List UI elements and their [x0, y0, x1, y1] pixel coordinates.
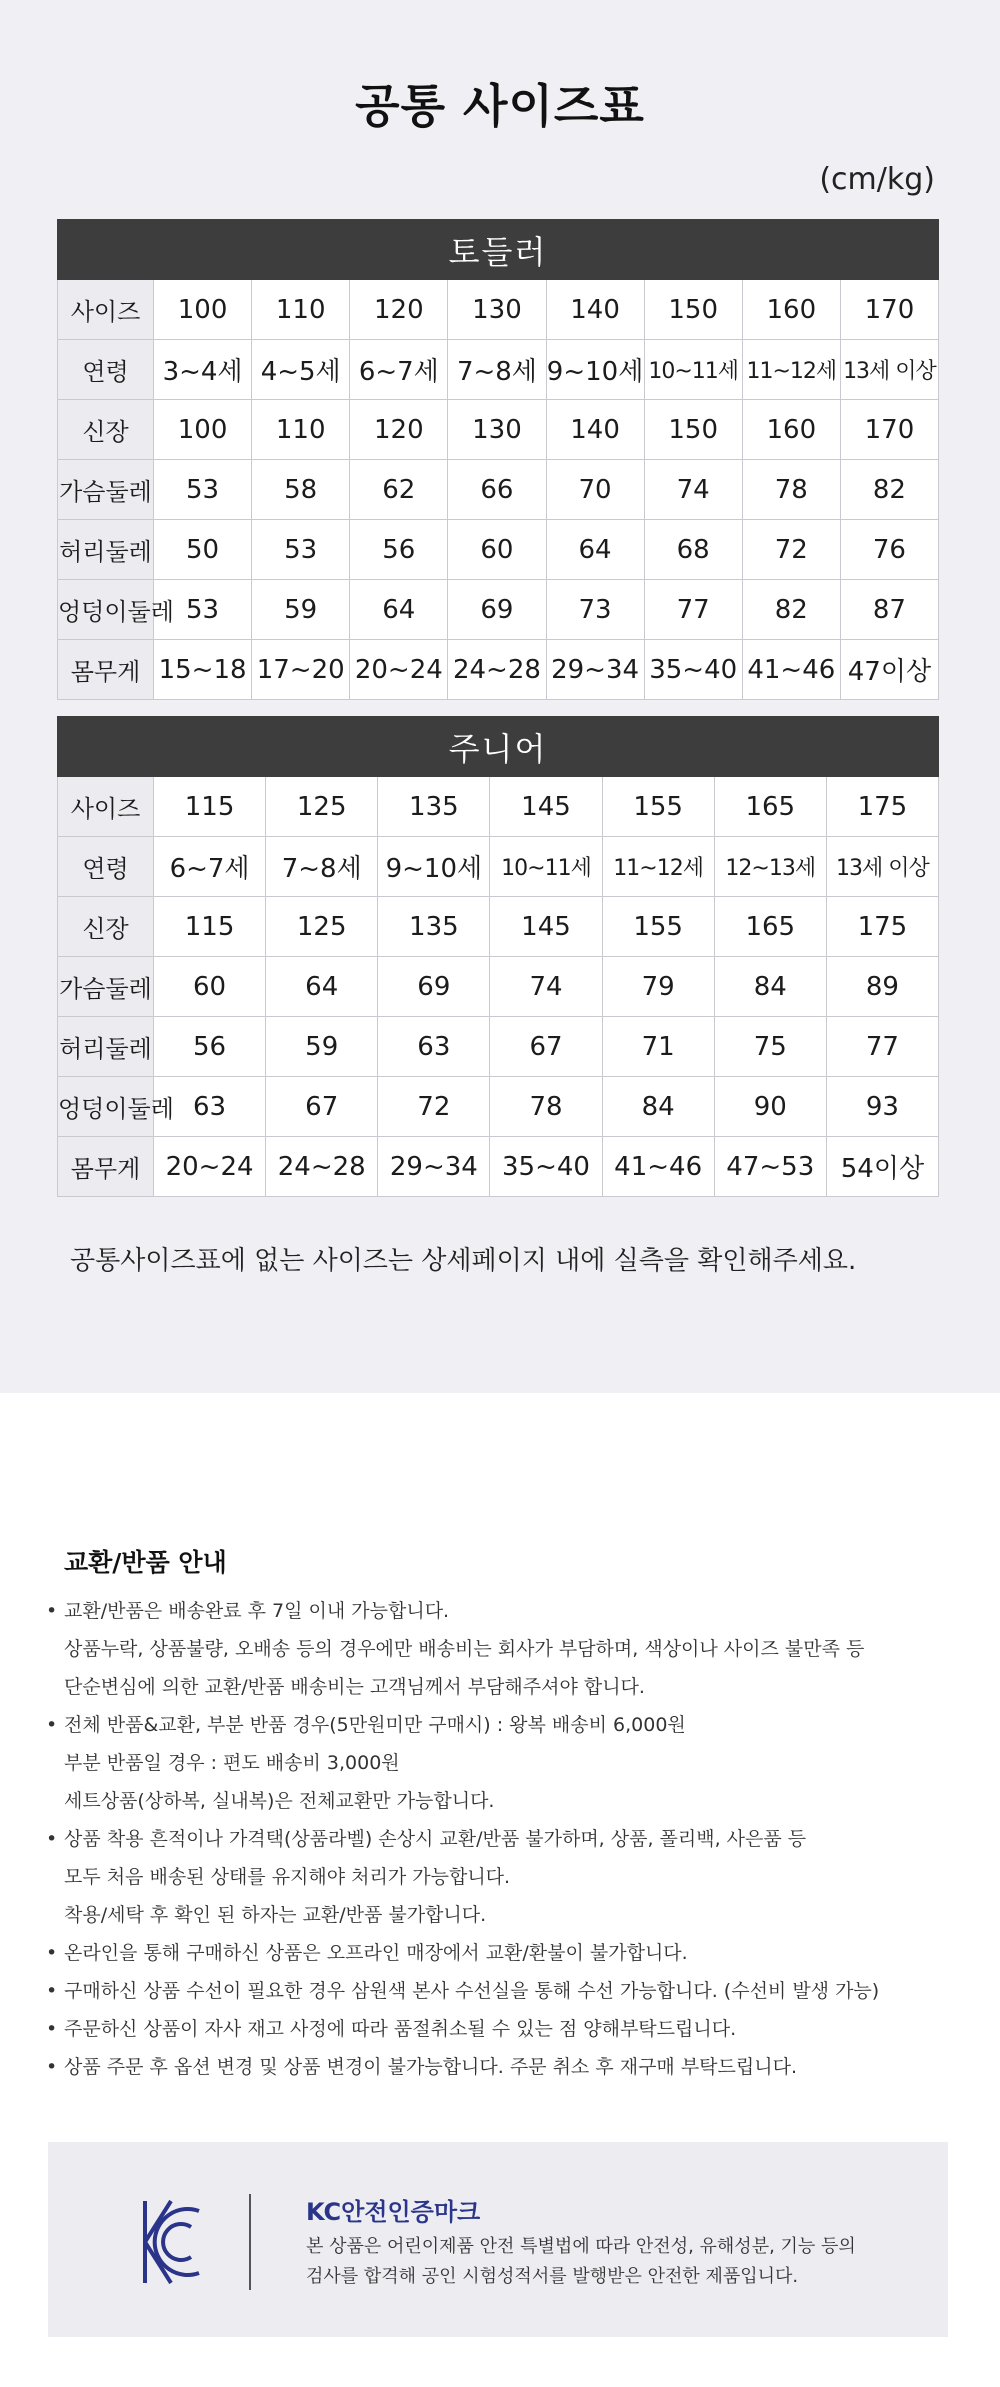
kc-certification-box	[48, 2142, 948, 2337]
junior-row	[58, 1137, 939, 1197]
exchange-line: 부분 반품일 경우 : 편도 배송비 3,000원	[64, 1752, 400, 1774]
size-note: 공통사이즈표에 없는 사이즈는 상세페이지 내에 실측을 확인해주세요.	[70, 1246, 857, 1276]
size-cell: 100	[154, 400, 252, 460]
size-cell: 72	[378, 1077, 490, 1137]
size-cell: 17~20	[252, 640, 350, 700]
row-label: 연령	[58, 837, 154, 897]
size-cell: 73	[546, 580, 644, 640]
size-cell: 125	[266, 897, 378, 957]
junior-row	[58, 1077, 939, 1137]
junior-row	[58, 837, 939, 897]
toddler-row	[58, 580, 939, 640]
toddler-row	[58, 640, 939, 700]
size-cell: 64	[266, 957, 378, 1017]
exchange-line: • 주문하신 상품이 자사 재고 사정에 따라 품절취소될 수 있는 점 양해부탁드립니다.	[64, 2018, 737, 2040]
size-cell: 7~8세	[266, 837, 378, 897]
size-cell: 41~46	[602, 1137, 714, 1197]
size-cell: 35~40	[644, 640, 742, 700]
size-cell: 64	[350, 580, 448, 640]
size-cell: 7~8세	[448, 340, 546, 400]
size-cell: 4~5세	[252, 340, 350, 400]
size-cell: 53	[252, 520, 350, 580]
exchange-line: • 전체 반품&교환, 부분 반품 경우(5만원미만 구매시) : 왕복 배송비 6,000원	[64, 1714, 686, 1736]
size-cell: 84	[714, 957, 826, 1017]
toddler-header: 토들러	[58, 220, 939, 280]
size-cell: 170	[840, 400, 938, 460]
exchange-line: 상품누락, 상품불량, 오배송 등의 경우에만 배송비는 회사가 부담하며, 색상이나 사이즈 불만족 등	[64, 1638, 865, 1660]
size-cell: 53	[154, 460, 252, 520]
size-cell: 140	[546, 280, 644, 340]
size-cell: 135	[378, 897, 490, 957]
row-label: 사이즈	[58, 777, 154, 837]
size-cell: 56	[154, 1017, 266, 1077]
size-cell: 59	[266, 1017, 378, 1077]
row-label: 가슴둘레	[58, 460, 154, 520]
kc-description	[306, 2232, 856, 2292]
size-cell: 50	[154, 520, 252, 580]
exchange-title: 교환/반품 안내	[64, 1548, 227, 1577]
size-cell: 150	[644, 280, 742, 340]
exchange-line: • 상품 착용 흔적이나 가격택(상품라벨) 손상시 교환/반품 불가하며, 상품, 폴리백, 사은품 등	[64, 1828, 807, 1850]
row-label: 엉덩이둘레	[58, 1077, 154, 1137]
size-cell: 75	[714, 1017, 826, 1077]
size-cell: 11~12세	[742, 340, 840, 400]
size-cell: 120	[350, 400, 448, 460]
size-cell: 165	[714, 777, 826, 837]
size-cell: 10~11세	[490, 837, 602, 897]
size-cell: 29~34	[546, 640, 644, 700]
row-label: 몸무게	[58, 1137, 154, 1197]
size-cell: 63	[378, 1017, 490, 1077]
size-cell: 79	[602, 957, 714, 1017]
row-label: 허리둘레	[58, 520, 154, 580]
size-cell: 160	[742, 400, 840, 460]
size-cell: 9~10세	[546, 340, 644, 400]
junior-row	[58, 1017, 939, 1077]
size-cell: 47~53	[714, 1137, 826, 1197]
kc-desc-line: 검사를 합격해 공인 시험성적서를 발행받은 안전한 제품입니다.	[306, 2266, 799, 2287]
size-cell: 68	[644, 520, 742, 580]
size-cell: 35~40	[490, 1137, 602, 1197]
size-cell: 6~7세	[154, 837, 266, 897]
size-cell: 58	[252, 460, 350, 520]
size-cell: 54이상	[826, 1137, 938, 1197]
exchange-item	[46, 1934, 879, 1972]
junior-row	[58, 957, 939, 1017]
size-cell: 155	[602, 777, 714, 837]
size-cell: 10~11세	[644, 340, 742, 400]
size-cell: 71	[602, 1017, 714, 1077]
size-cell: 20~24	[350, 640, 448, 700]
size-cell: 130	[448, 280, 546, 340]
exchange-line: • 상품 주문 후 옵션 변경 및 상품 변경이 불가능합니다. 주문 취소 후 재구매 부탁드립니다.	[64, 2056, 797, 2078]
size-cell: 15~18	[154, 640, 252, 700]
size-cell: 29~34	[378, 1137, 490, 1197]
size-cell: 78	[490, 1077, 602, 1137]
size-cell: 100	[154, 280, 252, 340]
size-cell: 53	[154, 580, 252, 640]
size-cell: 90	[714, 1077, 826, 1137]
junior-size-table	[57, 716, 939, 1197]
size-cell: 93	[826, 1077, 938, 1137]
size-cell: 56	[350, 520, 448, 580]
row-label: 신장	[58, 897, 154, 957]
size-cell: 20~24	[154, 1137, 266, 1197]
size-cell: 140	[546, 400, 644, 460]
exchange-line: • 교환/반품은 배송완료 후 7일 이내 가능합니다.	[64, 1600, 450, 1622]
size-cell: 145	[490, 777, 602, 837]
size-cell: 69	[378, 957, 490, 1017]
size-cell: 76	[840, 520, 938, 580]
size-cell: 63	[154, 1077, 266, 1137]
size-cell: 115	[154, 897, 266, 957]
toddler-size-table	[57, 219, 939, 700]
size-cell: 115	[154, 777, 266, 837]
size-cell: 9~10세	[378, 837, 490, 897]
size-cell: 89	[826, 957, 938, 1017]
toddler-row	[58, 400, 939, 460]
size-cell: 66	[448, 460, 546, 520]
exchange-line: 단순변심에 의한 교환/반품 배송비는 고객님께서 부담해주셔야 합니다.	[64, 1676, 645, 1698]
exchange-item	[46, 1706, 879, 1820]
row-label: 허리둘레	[58, 1017, 154, 1077]
size-cell: 3~4세	[154, 340, 252, 400]
size-cell: 24~28	[448, 640, 546, 700]
size-cell: 24~28	[266, 1137, 378, 1197]
size-cell: 67	[490, 1017, 602, 1077]
size-cell: 70	[546, 460, 644, 520]
toddler-row	[58, 460, 939, 520]
size-cell: 82	[840, 460, 938, 520]
exchange-item	[46, 2010, 879, 2048]
row-label: 가슴둘레	[58, 957, 154, 1017]
size-cell: 175	[826, 777, 938, 837]
exchange-line: 세트상품(상하복, 실내복)은 전체교환만 가능합니다.	[64, 1790, 495, 1812]
size-cell: 82	[742, 580, 840, 640]
size-cell: 64	[546, 520, 644, 580]
size-cell: 150	[644, 400, 742, 460]
exchange-item	[46, 2048, 879, 2086]
size-cell: 62	[350, 460, 448, 520]
size-cell: 12~13세	[714, 837, 826, 897]
exchange-section	[0, 1393, 1000, 2387]
exchange-line: • 구매하신 상품 수선이 필요한 경우 삼원색 본사 수선실을 통해 수선 가능합니다. (수선비 발생 가능)	[64, 1980, 880, 2002]
toddler-row	[58, 280, 939, 340]
toddler-row	[58, 520, 939, 580]
size-cell: 145	[490, 897, 602, 957]
size-cell: 69	[448, 580, 546, 640]
junior-row	[58, 777, 939, 837]
exchange-item	[46, 1820, 879, 1934]
size-cell: 74	[644, 460, 742, 520]
junior-header: 주니어	[58, 717, 939, 777]
toddler-row	[58, 340, 939, 400]
row-label: 엉덩이둘레	[58, 580, 154, 640]
size-cell: 67	[266, 1077, 378, 1137]
row-label: 사이즈	[58, 280, 154, 340]
size-cell: 59	[252, 580, 350, 640]
size-cell: 60	[448, 520, 546, 580]
size-cell: 77	[826, 1017, 938, 1077]
row-label: 몸무게	[58, 640, 154, 700]
exchange-line: • 온라인을 통해 구매하신 상품은 오프라인 매장에서 교환/환불이 불가합니다.	[64, 1942, 688, 1964]
size-cell: 175	[826, 897, 938, 957]
size-cell: 74	[490, 957, 602, 1017]
row-label: 연령	[58, 340, 154, 400]
kc-desc-line: 본 상품은 어린이제품 안전 특별법에 따라 안전성, 유해성분, 기능 등의	[306, 2236, 856, 2257]
size-cell: 130	[448, 400, 546, 460]
size-cell: 77	[644, 580, 742, 640]
unit-label: (cm/kg)	[819, 162, 935, 197]
size-cell: 165	[714, 897, 826, 957]
size-cell: 155	[602, 897, 714, 957]
size-cell: 84	[602, 1077, 714, 1137]
junior-row	[58, 897, 939, 957]
size-cell: 78	[742, 460, 840, 520]
size-cell: 47이상	[840, 640, 938, 700]
kc-title: KC안전인증마크	[306, 2198, 481, 2226]
size-cell: 41~46	[742, 640, 840, 700]
size-cell: 72	[742, 520, 840, 580]
size-cell: 87	[840, 580, 938, 640]
size-cell: 125	[266, 777, 378, 837]
row-label: 신장	[58, 400, 154, 460]
exchange-item	[46, 1972, 879, 2010]
size-cell: 13세 이상	[826, 837, 938, 897]
page-title: 공통 사이즈표	[355, 79, 645, 133]
exchange-line: 착용/세탁 후 확인 된 하자는 교환/반품 불가합니다.	[64, 1904, 487, 1926]
size-cell: 11~12세	[602, 837, 714, 897]
size-cell: 110	[252, 400, 350, 460]
size-cell: 160	[742, 280, 840, 340]
kc-mark-icon	[141, 2197, 203, 2287]
size-cell: 170	[840, 280, 938, 340]
exchange-item	[46, 1592, 879, 1706]
exchange-list	[46, 1592, 879, 2086]
exchange-line: 모두 처음 배송된 상태를 유지해야 처리가 가능합니다.	[64, 1866, 511, 1888]
size-cell: 135	[378, 777, 490, 837]
size-cell: 60	[154, 957, 266, 1017]
kc-divider	[249, 2194, 251, 2290]
size-cell: 120	[350, 280, 448, 340]
size-cell: 6~7세	[350, 340, 448, 400]
size-cell: 13세 이상	[840, 340, 938, 400]
size-cell: 110	[252, 280, 350, 340]
